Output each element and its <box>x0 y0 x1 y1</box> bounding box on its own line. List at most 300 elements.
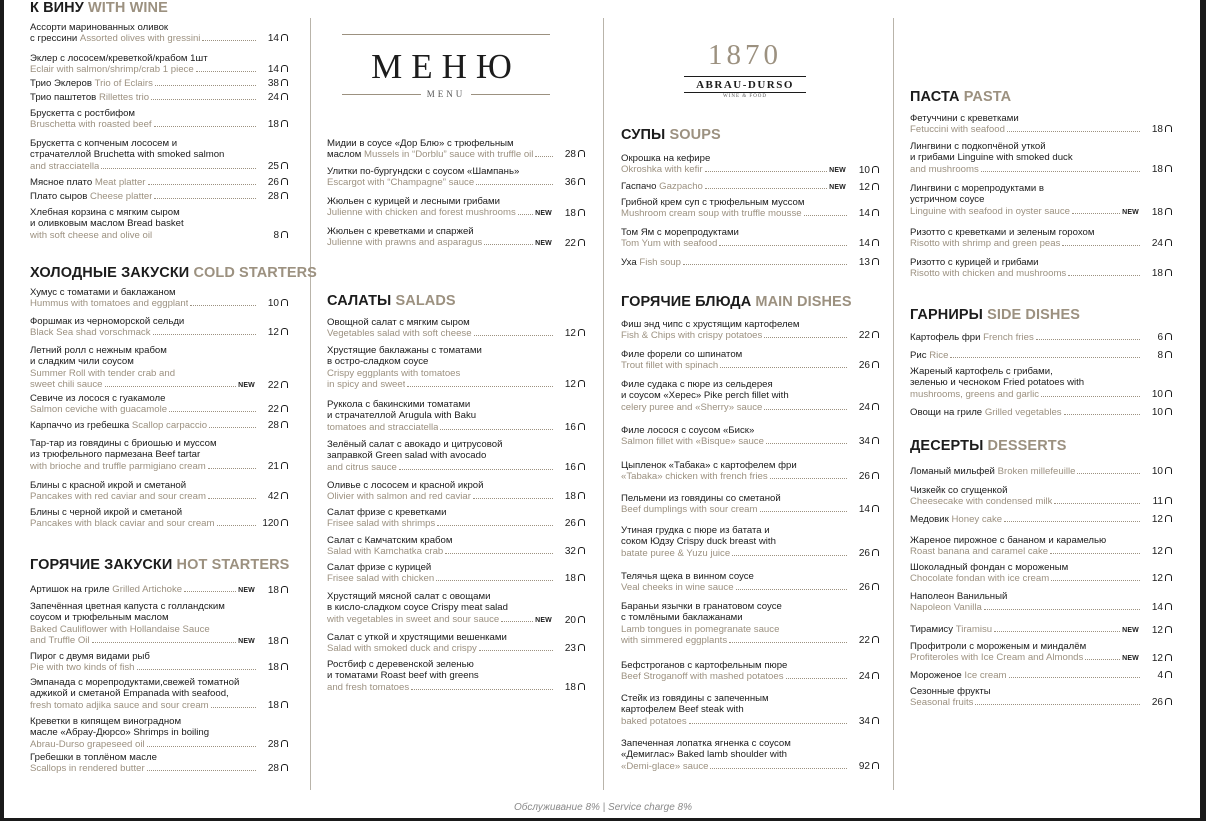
price-value: 18 <box>1151 163 1163 175</box>
menu-item-description <box>327 226 555 250</box>
section-title-ru: СУПЫ <box>621 127 666 143</box>
menu-item-description <box>30 177 258 188</box>
menu-item <box>910 113 1172 136</box>
menu-item-name-ru: Сезонные фрукты <box>910 686 991 697</box>
menu-item <box>910 686 1172 709</box>
new-badge: NEW <box>1122 208 1139 216</box>
ruble-sign-icon <box>281 701 288 708</box>
ruble-sign-icon <box>281 192 288 199</box>
menu-item-name-en: Frisee salad with shrimps <box>327 518 436 530</box>
menu-item-name-ru: Уха <box>621 257 637 268</box>
price-value: 4 <box>1157 670 1163 681</box>
price-value: 8 <box>273 229 279 241</box>
menu-item-priced-line <box>910 670 1142 681</box>
menu-item-name-en: Beef Stroganoff with mashed potatoes <box>621 671 784 683</box>
menu-item-name-en: Assorted olives with gressini <box>79 33 201 45</box>
menu-item-name-ru: Мясное плато <box>30 177 93 188</box>
menu-item-priced-line <box>621 208 849 219</box>
ruble-sign-icon <box>578 380 585 387</box>
menu-item-name-ru: Хрустящие баклажаны с томатами <box>327 345 482 356</box>
menu-item <box>621 571 879 594</box>
ruble-sign-icon <box>872 762 879 769</box>
ruble-sign-icon <box>872 672 879 679</box>
menu-item-price <box>1142 238 1172 249</box>
menu-item-priced-line <box>327 207 555 219</box>
menu-item-name-ru: Тар-тар из говядины с бриошью и муссом <box>30 438 217 449</box>
menu-item <box>327 439 585 473</box>
new-badge: NEW <box>238 382 255 390</box>
menu-item-name-ru: Креветки в кипящем виноградном <box>30 716 182 727</box>
menu-item-description <box>621 197 849 220</box>
menu-item-name-ru: Ростбиф с деревенской зеленью <box>327 659 474 670</box>
section-title-en: DESSERTS <box>987 438 1067 454</box>
section-heading <box>327 293 456 309</box>
menu-item-description <box>30 316 258 339</box>
new-badge: NEW <box>1122 655 1139 663</box>
menu-item-priced-line <box>910 573 1142 584</box>
dot-leader <box>1050 553 1140 554</box>
menu-item-description <box>910 113 1142 136</box>
ruble-sign-icon <box>281 381 288 388</box>
menu-item-line-text <box>910 602 982 613</box>
menu-item-line-text <box>621 360 718 371</box>
ruble-sign-icon <box>872 437 879 444</box>
menu-item-name-en: with soft cheese and olive oil <box>30 229 153 241</box>
menu-item-priced-line <box>910 350 1142 361</box>
ruble-sign-icon <box>1165 351 1172 358</box>
menu-item-name-ru: соусом и трюфельным маслом <box>30 612 169 624</box>
price-value: 38 <box>267 78 279 89</box>
section-heading <box>621 127 721 143</box>
menu-item-price <box>849 257 879 268</box>
menu-item-name-ru: Гребешки в топлёном масле <box>30 752 157 763</box>
price-value: 20 <box>564 614 576 626</box>
dot-leader <box>484 244 533 245</box>
menu-item-line-text <box>30 298 188 309</box>
menu-item-price <box>258 491 288 502</box>
ruble-sign-icon <box>281 120 288 127</box>
menu-item-name-en: Beef dumplings with sour cream <box>621 504 758 516</box>
menu-item-line-text <box>30 739 145 750</box>
menu-item-priced-line <box>327 614 555 626</box>
price-value: 12 <box>1151 546 1163 558</box>
menu-item-name-ru: Зелёный салат с авокадо и цитрусовой <box>327 439 503 450</box>
menu-item-price <box>555 491 585 502</box>
ruble-sign-icon <box>281 405 288 412</box>
menu-item-price <box>849 402 879 413</box>
menu-item-description <box>30 53 258 76</box>
menu-item-price <box>1142 602 1172 613</box>
menu-item-name-ru: Профитроли с мороженым и миндалём <box>910 641 1087 652</box>
menu-item-name-ru: Пельмени из говядины со сметаной <box>621 493 781 504</box>
menu-item-name-ru: Жюльен с курицей и лесными грибами <box>327 196 500 207</box>
ruble-sign-icon <box>872 258 879 265</box>
menu-item-description <box>30 480 258 503</box>
dot-leader <box>209 427 256 428</box>
price-value: 18 <box>1151 206 1163 218</box>
menu-item <box>621 319 879 342</box>
brand-logo <box>684 40 806 99</box>
menu-item-price <box>1142 389 1172 400</box>
menu-item-name-en: Pancakes with black caviar and sour cream <box>30 518 215 530</box>
price-value: 18 <box>267 636 279 648</box>
menu-item-price <box>849 471 879 482</box>
brand-year: 1870 <box>708 39 782 71</box>
menu-item <box>30 22 288 45</box>
menu-item-priced-line <box>327 237 555 249</box>
ruble-sign-icon <box>281 586 288 593</box>
section-title-ru: САЛАТЫ <box>327 293 392 309</box>
menu-item-name-ru: и страчателлой Arugula with Baku <box>327 410 477 422</box>
dot-leader <box>1062 245 1140 246</box>
price-value: 12 <box>564 379 576 391</box>
menu-item-line-text <box>910 697 973 708</box>
price-value: 26 <box>858 547 870 559</box>
menu-item-description <box>910 562 1142 585</box>
menu-item-name-ru: Жюльен с креветками и спаржей <box>327 226 474 237</box>
new-badge: NEW <box>535 210 552 218</box>
menu-item-price <box>1142 124 1172 135</box>
menu-item-description <box>910 366 1142 400</box>
menu-item-name-en: Trout fillet with spinach <box>621 360 719 372</box>
menu-item-line-text <box>910 238 1060 249</box>
menu-item-description <box>30 601 258 648</box>
ruble-sign-icon <box>1165 515 1172 522</box>
menu-item-name-en: Rillettes trio <box>98 92 150 103</box>
ruble-sign-icon <box>578 616 585 623</box>
menu-item-name-ru: с грессини <box>30 33 78 45</box>
price-value: 12 <box>1151 625 1163 636</box>
menu-item-name-en: Meat platter <box>94 177 146 188</box>
new-badge: NEW <box>829 167 846 175</box>
menu-item-description <box>910 227 1142 250</box>
section-title-ru: ГОРЯЧИЕ ЗАКУСКИ <box>30 557 173 573</box>
dot-leader <box>190 305 256 306</box>
menu-item-line-text <box>621 436 764 447</box>
dot-leader <box>981 171 1140 172</box>
menu-item-price <box>1142 546 1172 557</box>
ruble-sign-icon <box>281 162 288 169</box>
menu-item-price <box>555 682 585 693</box>
menu-item-description <box>910 591 1142 614</box>
menu-item-name-en: Olivier with salmon and red caviar <box>327 491 471 503</box>
dot-leader <box>151 99 256 100</box>
menu-item-price <box>258 636 288 647</box>
price-value: 18 <box>564 208 576 220</box>
price-value: 24 <box>267 92 279 103</box>
frame-left-border <box>0 0 4 821</box>
frame-right-border <box>1200 0 1206 821</box>
ruble-sign-icon <box>578 644 585 651</box>
menu-item <box>327 591 585 626</box>
menu-item <box>30 177 288 188</box>
menu-item-line-text <box>621 635 727 646</box>
menu-item <box>30 345 288 392</box>
menu-item-priced-line <box>910 624 1142 636</box>
dot-leader <box>1051 580 1140 581</box>
column-divider <box>603 18 604 790</box>
section-title-en: SALADS <box>395 293 456 309</box>
menu-item-description <box>621 525 849 559</box>
dot-leader <box>479 650 553 651</box>
menu-item-line-text <box>30 700 209 711</box>
ruble-sign-icon <box>1165 239 1172 246</box>
menu-item-priced-line <box>621 181 849 193</box>
ruble-sign-icon <box>578 683 585 690</box>
menu-item-line-text <box>30 420 207 431</box>
menu-item-description <box>621 257 849 268</box>
ruble-sign-icon <box>281 79 288 86</box>
menu-item-priced-line <box>621 436 849 447</box>
section-title-ru: К ВИНУ <box>30 0 84 16</box>
menu-item-description <box>621 227 849 250</box>
menu-item-description <box>30 207 258 241</box>
dot-leader <box>535 156 553 157</box>
ruble-sign-icon <box>1165 408 1172 415</box>
menu-item-name-ru: Овощной салат с мягким сыром <box>327 317 470 328</box>
menu-item-line-text <box>621 504 758 515</box>
menu-item-name-ru: Цыпленок «Табака» с картофелем фри <box>621 460 797 471</box>
menu-title: МЕНЮ <box>371 47 521 86</box>
menu-item-name-ru: Хлебная корзина с мягким сыром <box>30 207 180 218</box>
menu-item-priced-line <box>30 461 258 472</box>
menu-item-name-en: Ice cream <box>964 670 1007 681</box>
price-value: 28 <box>267 738 279 750</box>
menu-item-price <box>258 518 288 529</box>
menu-item-price <box>258 763 288 774</box>
menu-item-name-en: and mushrooms <box>910 163 979 175</box>
menu-item <box>327 480 585 503</box>
menu-item-line-text <box>30 461 206 472</box>
menu-item-name-en: Chocolate fondan with ice cream <box>910 573 1050 585</box>
menu-item-description <box>621 181 849 193</box>
title-rule <box>342 34 550 35</box>
new-badge: NEW <box>1122 627 1139 634</box>
menu-item-name-ru: и сладким чили соусом <box>30 356 134 368</box>
price-value: 28 <box>564 149 576 161</box>
menu-item-priced-line <box>327 379 555 390</box>
menu-item-name-ru: в кисло-сладком соусе Crispy meat salad <box>327 602 508 614</box>
menu-item-price <box>849 330 879 341</box>
menu-item-line-text <box>621 716 687 727</box>
menu-item-name-ru: и оливковым маслом Bread basket <box>30 218 184 230</box>
menu-item-description <box>30 92 258 103</box>
ruble-sign-icon <box>872 717 879 724</box>
menu-item-name-ru: Улитки по-бургундски с соусом «Шампань» <box>327 166 520 177</box>
menu-item-priced-line <box>327 491 555 502</box>
menu-item-line-text <box>621 238 717 249</box>
section-title-ru: ПАСТА <box>910 89 960 105</box>
menu-item-priced-line <box>327 643 555 654</box>
menu-item-name-en: Broken millefeuille <box>997 466 1076 477</box>
menu-item-price <box>258 92 288 103</box>
menu-item-line-text <box>30 584 182 595</box>
menu-item-name-ru: Гаспачо <box>621 181 657 192</box>
menu-item-line-text <box>327 643 477 654</box>
menu-item-priced-line <box>327 573 555 584</box>
menu-item-line-text <box>327 177 474 188</box>
menu-item <box>30 78 288 89</box>
dot-leader <box>729 642 847 643</box>
dot-leader <box>720 367 847 368</box>
dot-leader <box>211 707 256 708</box>
ruble-sign-icon <box>872 472 879 479</box>
menu-item <box>621 460 879 483</box>
menu-item-description <box>327 196 555 220</box>
ruble-sign-icon <box>281 663 288 670</box>
menu-item <box>327 226 585 250</box>
menu-item-description <box>327 345 555 391</box>
menu-item-line-text <box>621 164 703 175</box>
menu-item <box>30 393 288 416</box>
price-value: 10 <box>267 298 279 310</box>
menu-item <box>30 138 288 172</box>
menu-item-name-en: Salad with smoked duck and crispy <box>327 643 477 655</box>
price-value: 11 <box>1152 496 1163 508</box>
menu-item-name-ru: Грибной крем суп с трюфельным муссом <box>621 197 805 208</box>
menu-item-name-en: sweet chili sauce <box>30 379 103 391</box>
menu-item-price <box>258 420 288 431</box>
menu-item-name-ru: Бефстроганов с картофельным пюре <box>621 660 788 671</box>
menu-item-line-text <box>30 64 194 75</box>
dot-leader <box>984 609 1140 610</box>
menu-item-name-en: Rice <box>929 350 949 361</box>
menu-item-line-text <box>327 614 499 625</box>
ruble-sign-icon <box>281 34 288 41</box>
menu-item-line-text <box>327 462 397 473</box>
dot-leader <box>169 411 256 412</box>
section-title-en: WITH WINE <box>88 0 168 16</box>
ruble-sign-icon <box>872 183 879 190</box>
ruble-sign-icon <box>1165 698 1172 705</box>
ruble-sign-icon <box>281 637 288 644</box>
menu-item-description <box>30 78 258 89</box>
menu-item-description <box>910 466 1142 477</box>
menu-item-description <box>327 480 555 503</box>
dot-leader <box>436 580 553 581</box>
menu-item-line-text <box>621 402 762 413</box>
menu-item-name-en: baked potatoes <box>621 715 687 727</box>
ruble-sign-icon <box>281 519 288 526</box>
menu-item-description <box>327 535 555 558</box>
menu-item-description <box>910 485 1142 508</box>
menu-item-name-ru: Эмпанада с морепродуктами,свежей томатной <box>30 677 240 688</box>
price-value: 25 <box>267 160 279 172</box>
menu-item-priced-line <box>621 330 849 341</box>
menu-item-price <box>1142 207 1172 218</box>
menu-item-name-ru: Лингвини с морепродуктами в <box>910 183 1044 194</box>
menu-item-name-en: with simmered eggplants <box>621 635 728 647</box>
menu-item-name-en: Roast banana and caramel cake <box>910 546 1049 558</box>
menu-item-name-en: Eclair with salmon/shrimp/crab 1 piece <box>30 64 194 76</box>
menu-item-line-text <box>30 404 167 415</box>
price-value: 42 <box>267 491 279 503</box>
dot-leader <box>196 71 256 72</box>
menu-item-priced-line <box>30 518 258 529</box>
menu-item-line-text <box>327 207 516 218</box>
menu-item-name-en: with brioche and truffle parmigiano cream <box>30 460 206 472</box>
menu-item-priced-line <box>30 491 258 502</box>
menu-item <box>910 332 1172 343</box>
dot-leader <box>411 689 553 690</box>
price-value: 10 <box>1151 388 1163 400</box>
menu-item-description <box>30 393 258 416</box>
price-value: 21 <box>267 460 279 472</box>
menu-item-line-text <box>30 161 99 172</box>
menu-item-description <box>621 738 849 772</box>
menu-item-name-ru: Тирамису <box>910 624 954 635</box>
ruble-sign-icon <box>578 547 585 554</box>
ruble-sign-icon <box>1165 333 1172 340</box>
menu-item-price <box>849 716 879 727</box>
menu-item-line-text <box>910 573 1049 584</box>
menu-item-name-en: mushrooms, greens and garlic <box>910 388 1040 400</box>
menu-item-priced-line <box>327 422 555 433</box>
menu-item-price <box>258 380 288 391</box>
menu-item-price <box>258 161 288 172</box>
menu-item-line-text <box>30 33 200 44</box>
menu-item-priced-line <box>30 662 258 673</box>
menu-item <box>621 425 879 448</box>
menu-item-price <box>555 177 585 188</box>
menu-item-priced-line <box>327 518 555 529</box>
menu-item-description <box>30 584 258 596</box>
menu-item <box>30 601 288 648</box>
dot-leader <box>92 642 237 643</box>
dot-leader <box>202 40 256 41</box>
menu-item-priced-line <box>910 496 1142 507</box>
menu-item-description <box>30 22 258 45</box>
menu-item-name-en: Abrau-Durso grapeseed oil <box>30 738 145 750</box>
menu-item-line-text <box>30 92 149 103</box>
price-value: 14 <box>1151 602 1163 614</box>
menu-item <box>327 507 585 530</box>
menu-item <box>30 420 288 431</box>
dot-leader <box>760 511 847 512</box>
menu-item-line-text <box>30 191 152 202</box>
menu-item-priced-line <box>910 124 1142 135</box>
dot-leader <box>764 337 847 338</box>
menu-item-name-ru: Стейк из говядины с запеченным <box>621 693 769 704</box>
price-value: 22 <box>267 404 279 416</box>
menu-item-name-ru: Лингвини с подкопчёной уткой <box>910 141 1046 152</box>
menu-item-name-ru: Ассорти маринованных оливок <box>30 22 169 33</box>
dot-leader <box>154 198 256 199</box>
menu-item-name-en: Hummus with tomatoes and eggplant <box>30 298 189 310</box>
menu-item <box>910 485 1172 508</box>
menu-item-name-en: Cheese platter <box>90 191 153 202</box>
menu-item-line-text <box>30 78 153 89</box>
menu-item-price <box>258 585 288 596</box>
menu-item-priced-line <box>327 462 555 473</box>
ruble-sign-icon <box>1165 467 1172 474</box>
ruble-sign-icon <box>872 209 879 216</box>
menu-item-name-ru: Оливье с лососем и красной икрой <box>327 480 484 491</box>
menu-item <box>30 584 288 596</box>
menu-item <box>30 108 288 131</box>
ruble-sign-icon <box>281 740 288 747</box>
menu-item-price <box>555 149 585 160</box>
menu-item-name-ru: Наполеон Ванильный <box>910 591 1008 602</box>
dot-leader <box>147 770 256 771</box>
ruble-sign-icon <box>578 178 585 185</box>
menu-item-priced-line <box>621 471 849 482</box>
menu-item <box>30 507 288 530</box>
dot-leader <box>208 498 256 499</box>
dot-leader <box>1007 131 1140 132</box>
section-heading <box>910 89 1011 105</box>
price-value: 14 <box>267 64 279 76</box>
